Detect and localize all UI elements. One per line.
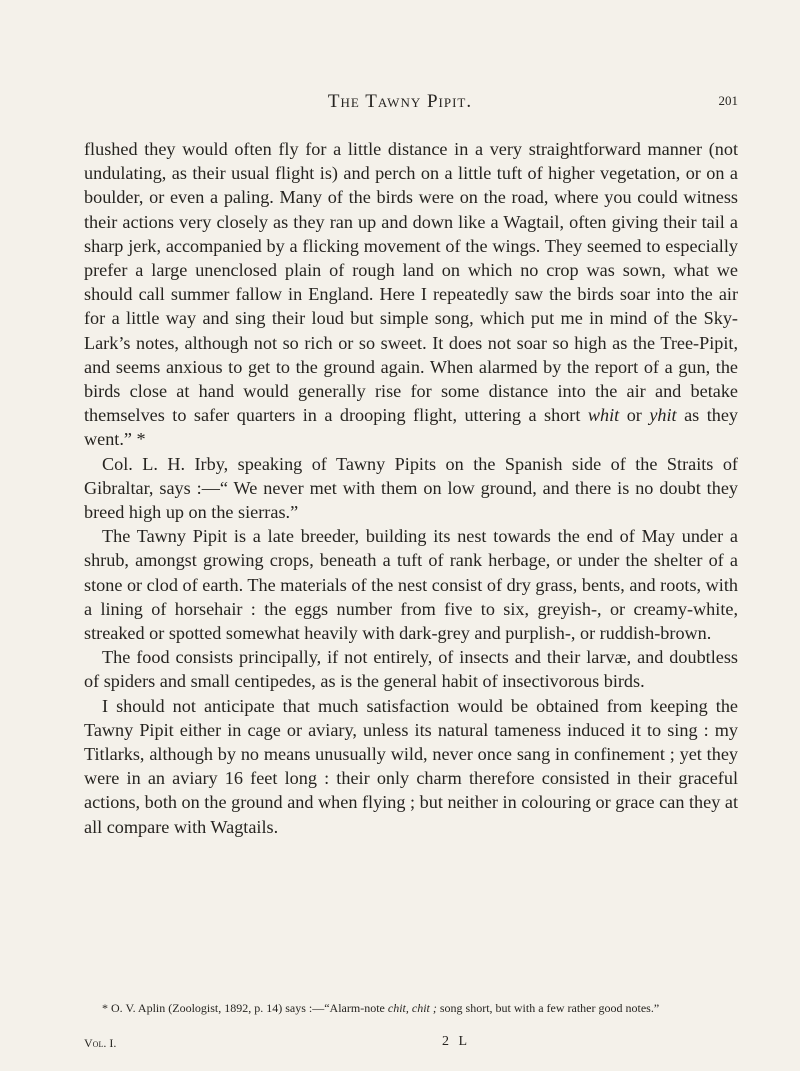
footnote-text	[84, 1000, 738, 1017]
paragraph	[84, 137, 738, 452]
paragraph	[84, 694, 738, 839]
page-number: 201	[718, 93, 738, 108]
text-run: flushed they would often fly for a little distance in a very straightforward manner (not undulating, as their usual flight is) and perch on a little tuft of higher vegetation, or on a boulder, or even a paling. Many of the birds were on the road, where you could witness their actions very closely as they ran up and down like a Wagtail, often giving their tail a sharp jerk, accompanied by a flicking movement of the wings. They seemed to especially prefer a large unenclosed plain of rough land on which no crop was sown, what we should call summer fallow in England. Here I repeatedly saw the birds soar into the air for a little way and sing their loud but simple song, which put me in mind of the Sky-Lark’s notes, although not so rich or so sweet. It does not soar so high as the Tree-Pipit, and seems anxious to get to the ground again. When alarmed by the report of a gun, the birds close at hand would generally rise for some distance into the air and betake themselves to safer quarters in a drooping flight, uttering a short	[84, 139, 738, 426]
page-title: The Tawny Pipit.	[327, 91, 473, 112]
text-run: The Tawny Pipit is a late breeder, building its nest towards the end of May under a shrub, amongst growing crops, beneath a tuft of rank herbage, or under the shelter of a stone or clod of earth. The materials of the nest consist of dry grass, bents, and roots, with a lining of horsehair : the eggs number from five to six, greyish-, or creamy-white, streaked or spotted somewhat heavily with dark-grey and purplish-, or ruddish-brown.	[84, 526, 738, 644]
signature-mark: 2 L	[442, 1034, 471, 1049]
text-run: * O. V. Aplin (Zoologist, 1892, p. 14) says :—“Alarm-note	[102, 1001, 388, 1015]
volume-label: Vol. I.	[84, 1036, 117, 1050]
text-run: Col. L. H. Irby, speaking of Tawny Pipits on the Spanish side of the Straits of Gibraltar, says :—“ We never met with them on low ground, and there is no doubt they breed high up on the sierras.”	[84, 453, 738, 523]
text-run: as they went.” *	[84, 405, 739, 450]
text-run: or	[619, 405, 650, 426]
italic-text: whit	[587, 405, 620, 426]
text-run: song short, but with a few rather good notes.”	[436, 1001, 660, 1015]
paragraph	[84, 645, 738, 693]
running-head	[60, 91, 740, 115]
paragraph	[84, 524, 738, 645]
italic-text: chit, chit ;	[387, 1001, 437, 1015]
footnote	[84, 1000, 738, 1017]
italic-text: yhit	[649, 405, 677, 426]
body-text	[84, 137, 738, 839]
text-run: The food consists principally, if not entirely, of insects and their larvæ, and doubtless of spiders and small centipedes, as is the general habit of insectivorous birds.	[84, 647, 738, 692]
page-footer	[84, 1036, 738, 1054]
text-run: I should not anticipate that much satisfaction would be obtained from keeping the Tawny Pipit either in cage or aviary, unless its natural tameness induced it to sing : my Titlarks, although by no means unusually wild, never once sang in confinement ; yet they were in an aviary 16 feet long : their only charm therefore consisted in their graceful actions, both on the ground and when flying ; but neither in colouring or grace can they at all compare with Wagtails.	[84, 695, 738, 837]
paragraph	[84, 452, 738, 525]
